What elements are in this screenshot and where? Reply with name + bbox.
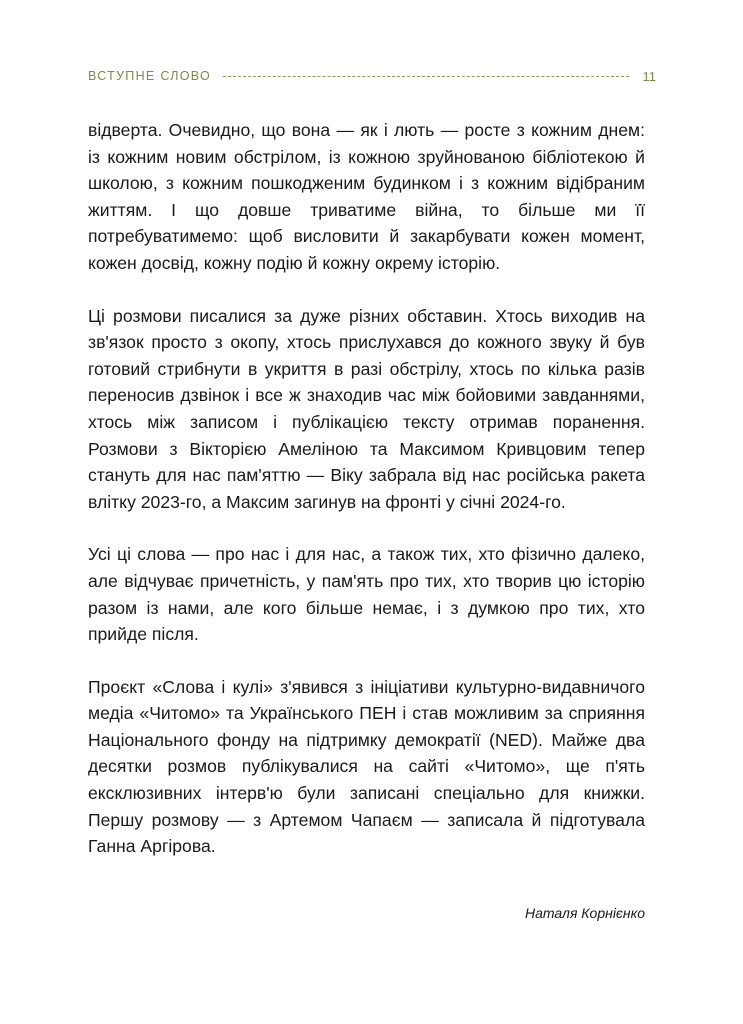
section-title: ВСТУПНЕ СЛОВО bbox=[88, 69, 212, 83]
page-number: 11 bbox=[642, 68, 656, 84]
author-signature: Наталя Корнієнко bbox=[525, 905, 645, 921]
body-text bbox=[88, 117, 645, 886]
dashed-rule bbox=[223, 76, 628, 77]
running-head bbox=[88, 66, 656, 86]
paragraph-2: Ці розмови писалися за дуже різних обставин. Хтось виходив на зв'язок просто з окопу, хтось прислухався до кожного звуку й був готовий стрибнути в укриття в разі обстрілу, хтось по кілька разів переносив дзвінок і все ж знаходив час між бойовими завданнями, хтось між записом і публікацією тексту отримав поранення. Розмови з Вікторією Амеліною та Максимом Кривцовим тепер стануть для нас пам'яттю — Віку забрала від нас російська ракета влітку 2023-го, а Максим загинув на фронті у січні 2024-го. bbox=[88, 305, 645, 512]
paragraph-4: Проєкт «Слова і кулі» з'явився з ініціативи культурно-видавничого медіа «Читомо» та Українського ПЕН і став можливим за сприяння Національного фонду на підтримку демократії (NED). Майже два десятки розмов публікувалися на сайті «Читомо», ще п'ять ексклюзивних інтерв'ю були записані спеціально для книжки. Першу розмову — з Артемом Чапаєм — записала й підготувала Ганна Аргірова. bbox=[88, 676, 645, 857]
paragraph-1: відверта. Очевидно, що вона — як і лють — росте з кожним днем: із кожним новим обстрілом, із кожною зруйнованою бібліотекою й школою, з кожним пошкодженим будинком і з кожним відібраним життям. І що довше триватиме війна, то більше ми її потребуватимемо: щоб висловити й закарбувати кожен момент, кожен досвід, кожну подію й кожну окрему історію. bbox=[88, 120, 645, 273]
paragraph-3: Усі ці слова — про нас і для нас, а також тих, хто фізично далеко, але відчуває причетність, у пам'ять про тих, хто творив цю історію разом із нами, але кого більше немає, і з думкою про тих, хто прийде після. bbox=[88, 544, 645, 645]
